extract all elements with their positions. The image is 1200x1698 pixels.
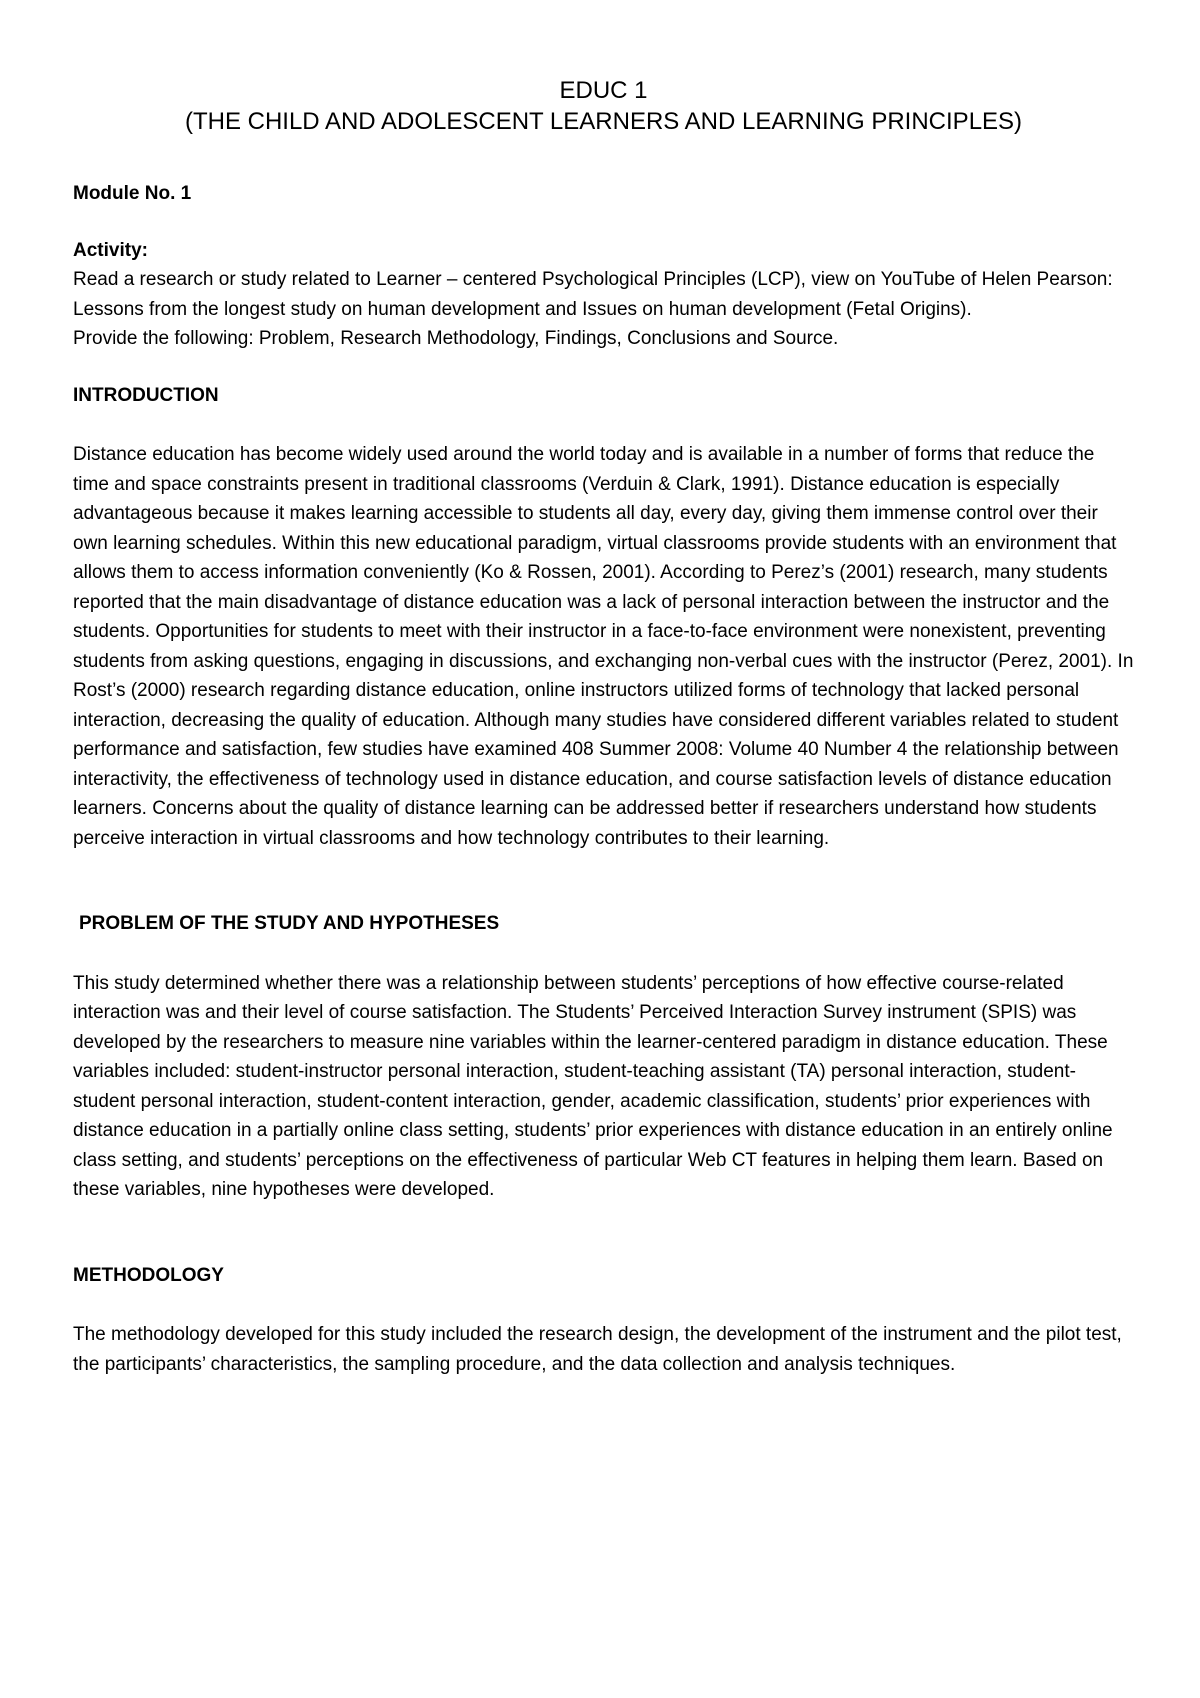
activity-provide: Provide the following: Problem, Research Methodology, Findings, Conclusions and Source. (73, 328, 839, 349)
problem-heading: PROBLEM OF THE STUDY AND HYPOTHESES (79, 913, 500, 934)
introduction-body: Distance education has become widely used around the world today and is available in a number of forms that reduce the time and space constraints present in traditional classrooms (Verduin & Clark, 1991). Distance education is especially advantageous because it makes learning accessible to students all day, every day, giving them immense control over their own learning schedules. Within this new educational paradigm, virtual classrooms provide students with an environment that allows them to access information conveniently (Ko & Rossen, 2001). According to Perez’s (2001) research, many students reported that the main disadvantage of distance education was a lack of personal interaction between the instructor and the students. Opportunities for students to meet with their instructor in a face-to-face environment were nonexistent, preventing students from asking questions, engaging in discussions, and exchanging non-verbal cues with the instructor (Perez, 2001). In Rost’s (2000) research regarding distance education, online instructors utilized forms of technology that lacked personal interaction, decreasing the quality of education. Although many studies have considered different variables related to student performance and satisfaction, few studies have examined 408 Summer 2008: Volume 40 Number 4 the relationship between interactivity, the effectiveness of technology used in distance education, and course satisfaction levels of distance education learners. Concerns about the quality of distance learning can be addressed better if researchers understand how students perceive interaction in virtual classrooms and how technology contributes to their learning. (73, 444, 1134, 849)
activity-instructions: Read a research or study related to Learner – centered Psychological Principles (LCP), view on YouTube of Helen Pearson: Lessons from the longest study on human development and Issues on human development (Fetal Origins). (73, 269, 1113, 320)
document-subtitle: (THE CHILD AND ADOLESCENT LEARNERS AND LEARNING PRINCIPLES) (184, 108, 1023, 135)
document-title: EDUC 1 (559, 77, 648, 104)
module-number: Module No. 1 (73, 183, 192, 204)
title-block (73, 75, 1134, 137)
methodology-body: The methodology developed for this study included the research design, the development of the instrument and the pilot test, the participants’ characteristics, the sampling procedure, and the data collection and analysis techniques. (73, 1324, 1122, 1375)
problem-body: This study determined whether there was a relationship between students’ perceptions of how effective course-related interaction was and their level of course satisfaction. The Students’ Perceived Interaction Survey instrument (SPIS) was developed by the researchers to measure nine variables within the learner-centered paradigm in distance education. These variables included: student-instructor personal interaction, student-teaching assistant (TA) personal interaction, student-student personal interaction, student-content interaction, gender, academic classification, students’ prior experiences with distance education in a partially online class setting, students’ prior experiences with distance education in an entirely online class setting, and students’ perceptions on the effectiveness of particular Web CT features in helping them learn. Based on these variables, nine hypotheses were developed. (73, 972, 1113, 1200)
methodology-heading: METHODOLOGY (73, 1264, 224, 1286)
introduction-heading: INTRODUCTION (73, 384, 219, 406)
activity-heading: Activity: (73, 239, 148, 261)
